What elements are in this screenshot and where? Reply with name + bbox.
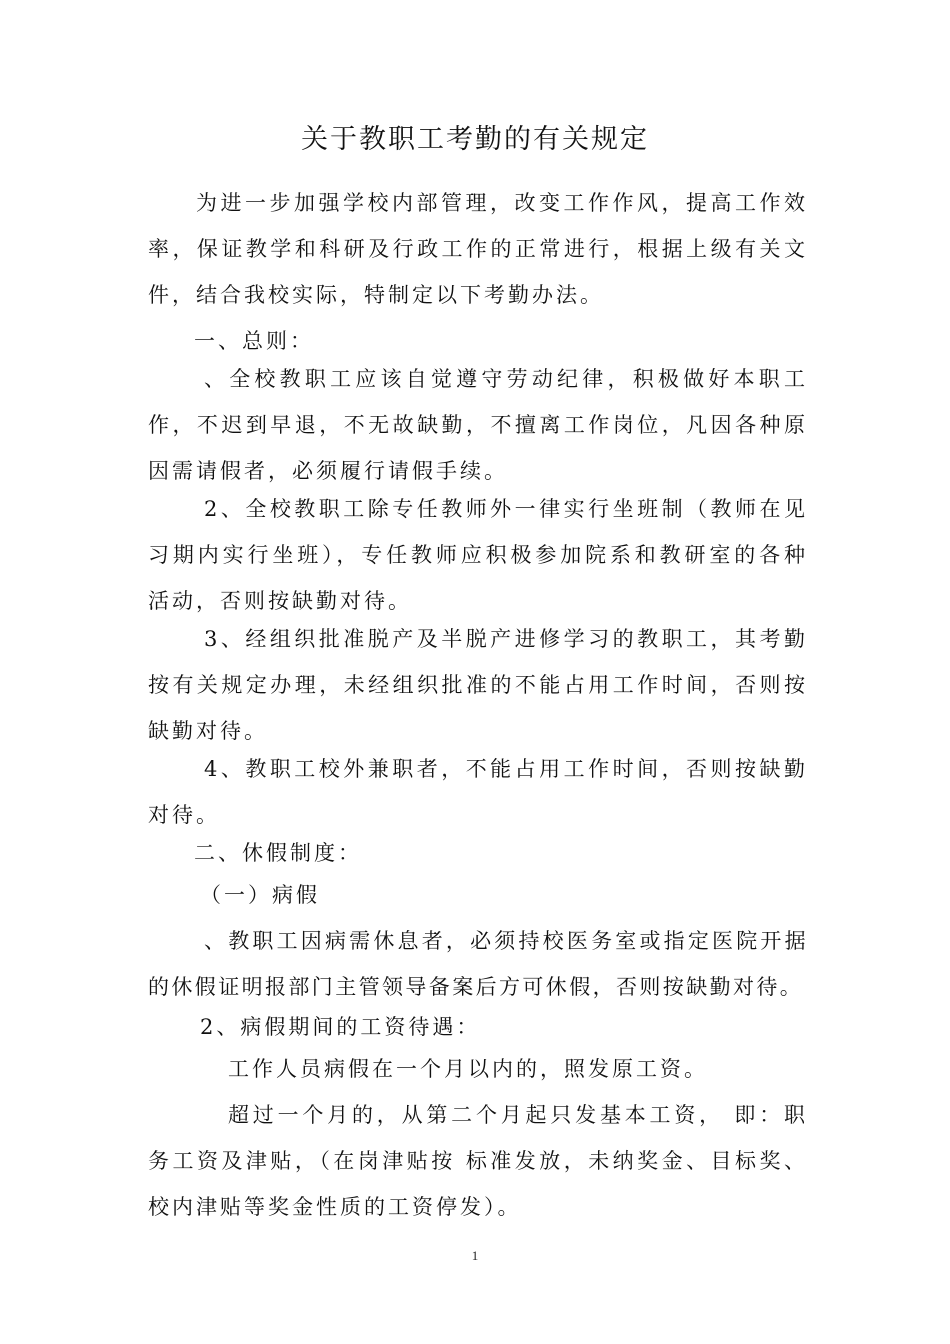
page-number: 1: [471, 1248, 479, 1263]
sick-leave-wage-line: 超过一个月的，从第二个月起只发基本工资， 即：职务工资及津贴，（在岗津贴按 标准发放，未纳奖金、目标奖、校内津贴等奖金性质的工资停发）。: [148, 1103, 808, 1219]
general-rule-item: 、全校教职工应该自觉遵守劳动纪律，积极做好本职工作，不迟到早退，不无故缺勤，不擅离工作岗位，凡因各种原因需请假者，必须履行请假手续。: [148, 367, 808, 483]
document-title: 关于教职工考勤的有关规定: [301, 124, 649, 155]
general-rule-item: 3、经组织批准脱产及半脱产进修学习的教职工，其考勤按有关规定办理，未经组织批准的不能占用工作时间，否则按缺勤对待。: [148, 627, 808, 743]
sick-leave-wage-line: 工作人员病假在一个月以内的，照发原工资。: [228, 1057, 708, 1081]
section-heading-leave: 二、休假制度：: [194, 841, 362, 865]
general-rule-item: 2、全校教职工除专任教师外一律实行坐班制（教师在见习期内实行坐班），专任教师应积极参加院系和教研室的各种活动，否则按缺勤对待。: [148, 497, 808, 613]
sick-leave-item: 、教职工因病需休息者，必须持校医务室或指定医院开据的休假证明报部门主管领导备案后方可休假，否则按缺勤对待。: [148, 929, 808, 999]
sick-leave-wage-heading: 2、病假期间的工资待遇：: [200, 1015, 481, 1039]
general-rule-item: 4、教职工校外兼职者，不能占用工作时间，否则按缺勤对待。: [148, 757, 808, 827]
subsection-heading-sick-leave: （一）病假: [200, 883, 320, 907]
section-heading-general: 一、总则：: [194, 329, 314, 353]
intro-paragraph: 为进一步加强学校内部管理，改变工作作风，提高工作效率，保证教学和科研及行政工作的正常进行，根据上级有关文件，结合我校实际，特制定以下考勤办法。: [148, 191, 808, 307]
